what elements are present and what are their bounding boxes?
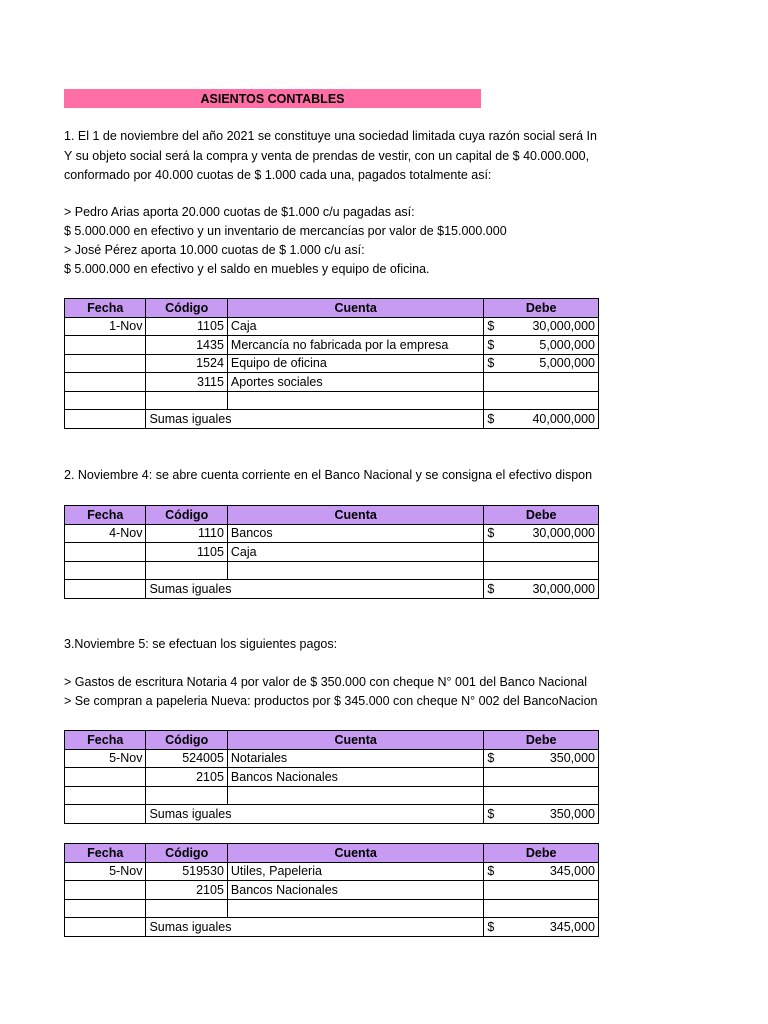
empty-cell — [484, 561, 599, 580]
cell-cuenta: Aportes sociales — [227, 373, 483, 392]
empty-cell — [227, 561, 483, 580]
currency-sign: $ — [487, 581, 495, 596]
cell-codigo: 519530 — [146, 862, 227, 881]
cell-debe — [484, 749, 599, 768]
empty-cell — [484, 391, 599, 410]
total-amount: 30,000,000 — [532, 581, 595, 596]
cell-fecha — [65, 336, 146, 355]
cell-cuenta: Notariales — [227, 749, 483, 768]
cell-fecha — [65, 881, 146, 900]
empty-cell — [65, 410, 146, 429]
header-debe: Debe — [484, 731, 599, 750]
journal-table-4 — [64, 843, 599, 937]
empty-cell — [65, 580, 146, 599]
header-fecha: Fecha — [65, 299, 146, 318]
empty-cell — [146, 786, 227, 805]
header-cuenta: Cuenta — [227, 299, 483, 318]
cell-codigo: 2105 — [146, 881, 227, 900]
paragraph-3-item: > Se compran a papeleria Nueva: productos por $ 345.000 con cheque N° 002 del BancoNacion — [64, 694, 598, 708]
empty-cell — [227, 786, 483, 805]
cell-fecha — [65, 373, 146, 392]
header-cuenta: Cuenta — [227, 506, 483, 525]
page-title: ASIENTOS CONTABLES — [64, 89, 481, 108]
currency-sign: $ — [487, 806, 495, 821]
header-debe: Debe — [484, 299, 599, 318]
table-row — [65, 354, 599, 373]
cell-debe — [484, 336, 599, 355]
table-row — [65, 749, 599, 768]
total-debe — [484, 410, 599, 429]
cell-debe — [484, 524, 599, 543]
table-row — [65, 336, 599, 355]
cell-cuenta: Equipo de oficina — [227, 354, 483, 373]
cell-cuenta: Mercancía no fabricada por la empresa — [227, 336, 483, 355]
currency-sign: $ — [487, 319, 495, 334]
table-row — [65, 317, 599, 336]
empty-cell — [227, 391, 483, 410]
cell-debe — [484, 768, 599, 787]
currency-sign: $ — [487, 337, 495, 352]
table-header-row — [65, 506, 599, 525]
cell-cuenta: Caja — [227, 317, 483, 336]
intro-line: > Pedro Arias aporta 20.000 cuotas de $1.000 c/u pagadas así: — [64, 205, 415, 219]
cell-debe — [484, 862, 599, 881]
sumas-label: Sumas iguales — [146, 580, 484, 599]
header-codigo: Código — [146, 844, 227, 863]
cell-cuenta: Utiles, Papeleria — [227, 862, 483, 881]
table-row — [65, 373, 599, 392]
cell-debe — [484, 317, 599, 336]
total-row — [65, 805, 599, 824]
intro-line: conformado por 40.000 cuotas de $ 1.000 cada una, pagados totalmente así: — [64, 168, 492, 182]
total-amount: 40,000,000 — [532, 411, 595, 426]
cell-codigo: 1105 — [146, 317, 227, 336]
table-row — [65, 768, 599, 787]
empty-cell — [146, 561, 227, 580]
paragraph-3: 3.Noviembre 5: se efectuan los siguientes pagos: — [64, 637, 338, 651]
cell-debe — [484, 354, 599, 373]
currency-sign: $ — [487, 411, 495, 426]
currency-sign: $ — [487, 864, 495, 879]
cell-codigo: 524005 — [146, 749, 227, 768]
total-debe — [484, 805, 599, 824]
header-debe: Debe — [484, 844, 599, 863]
cell-codigo: 2105 — [146, 768, 227, 787]
amount: 5,000,000 — [539, 337, 595, 352]
header-fecha: Fecha — [65, 731, 146, 750]
empty-cell — [65, 918, 146, 937]
cell-codigo: 1524 — [146, 354, 227, 373]
amount: 30,000,000 — [532, 526, 595, 541]
cell-cuenta: Bancos — [227, 524, 483, 543]
cell-debe — [484, 881, 599, 900]
header-fecha: Fecha — [65, 844, 146, 863]
cell-codigo: 1105 — [146, 543, 227, 562]
amount: 345,000 — [549, 864, 595, 879]
table-row — [65, 524, 599, 543]
cell-fecha: 5-Nov — [65, 749, 146, 768]
table-header-row — [65, 844, 599, 863]
paragraph-2: 2. Noviembre 4: se abre cuenta corriente en el Banco Nacional y se consigna el efectivo dispon — [64, 468, 593, 482]
empty-cell — [65, 786, 146, 805]
amount: 30,000,000 — [532, 319, 595, 334]
currency-sign: $ — [487, 919, 495, 934]
table-header-row — [65, 299, 599, 318]
header-codigo: Código — [146, 731, 227, 750]
sumas-label: Sumas iguales — [146, 410, 484, 429]
cell-fecha: 5-Nov — [65, 862, 146, 881]
table-row — [65, 786, 599, 805]
currency-sign: $ — [487, 751, 495, 766]
cell-debe — [484, 543, 599, 562]
currency-sign: $ — [487, 356, 495, 371]
empty-cell — [65, 805, 146, 824]
header-debe: Debe — [484, 506, 599, 525]
cell-cuenta: Bancos Nacionales — [227, 881, 483, 900]
table-row — [65, 561, 599, 580]
cell-codigo: 1110 — [146, 524, 227, 543]
intro-line: $ 5.000.000 en efectivo y un inventario de mercancías por valor de $15.000.000 — [64, 224, 507, 238]
total-row — [65, 410, 599, 429]
cell-fecha: 4-Nov — [65, 524, 146, 543]
empty-cell — [146, 899, 227, 918]
total-row — [65, 580, 599, 599]
empty-cell — [65, 899, 146, 918]
empty-cell — [484, 786, 599, 805]
cell-cuenta: Bancos Nacionales — [227, 768, 483, 787]
cell-fecha — [65, 768, 146, 787]
cell-fecha: 1-Nov — [65, 317, 146, 336]
cell-fecha — [65, 543, 146, 562]
header-cuenta: Cuenta — [227, 844, 483, 863]
sumas-label: Sumas iguales — [146, 805, 484, 824]
total-debe — [484, 580, 599, 599]
journal-table-2 — [64, 505, 599, 599]
table-row — [65, 899, 599, 918]
table-header-row — [65, 731, 599, 750]
header-fecha: Fecha — [65, 506, 146, 525]
empty-cell — [146, 391, 227, 410]
intro-line: > José Pérez aporta 10.000 cuotas de $ 1.000 c/u así: — [64, 243, 365, 257]
intro-line: Y su objeto social será la compra y venta de prendas de vestir, con un capital de $ 40.000.000, — [64, 149, 590, 163]
sumas-label: Sumas iguales — [146, 918, 484, 937]
journal-table-1 — [64, 298, 599, 429]
paragraph-3-item: > Gastos de escritura Notaria 4 por valor de $ 350.000 con cheque N° 001 del Banco Nacional — [64, 675, 588, 689]
journal-table-3 — [64, 730, 599, 824]
empty-cell — [484, 899, 599, 918]
cell-fecha — [65, 354, 146, 373]
intro-line: $ 5.000.000 en efectivo y el saldo en muebles y equipo de oficina. — [64, 262, 430, 276]
total-amount: 345,000 — [549, 919, 595, 934]
total-debe — [484, 918, 599, 937]
header-codigo: Código — [146, 506, 227, 525]
currency-sign: $ — [487, 526, 495, 541]
table-row — [65, 543, 599, 562]
table-row — [65, 391, 599, 410]
table-row — [65, 862, 599, 881]
amount: 350,000 — [549, 751, 595, 766]
empty-cell — [227, 899, 483, 918]
amount: 5,000,000 — [539, 356, 595, 371]
total-amount: 350,000 — [549, 806, 595, 821]
cell-debe — [484, 373, 599, 392]
total-row — [65, 918, 599, 937]
cell-cuenta: Caja — [227, 543, 483, 562]
cell-codigo: 1435 — [146, 336, 227, 355]
empty-cell — [65, 561, 146, 580]
header-codigo: Código — [146, 299, 227, 318]
empty-cell — [65, 391, 146, 410]
header-cuenta: Cuenta — [227, 731, 483, 750]
table-row — [65, 881, 599, 900]
cell-codigo: 3115 — [146, 373, 227, 392]
intro-line: 1. El 1 de noviembre del año 2021 se constituye una sociedad limitada cuya razón social será In — [64, 129, 597, 143]
